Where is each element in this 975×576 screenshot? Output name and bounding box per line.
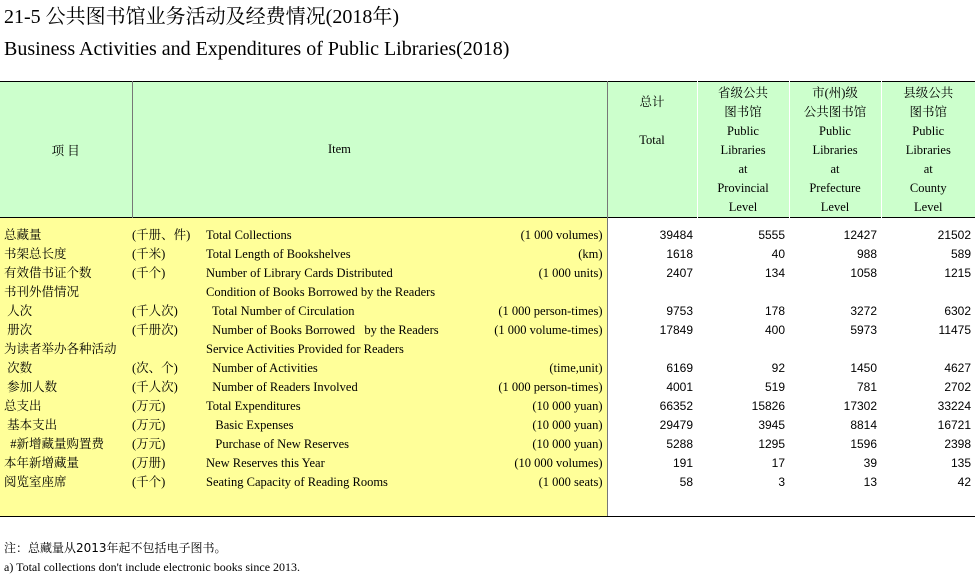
row-value: 4627 [944, 361, 972, 375]
row-label-cn: 人次 [0, 302, 132, 321]
row-value: 519 [764, 380, 786, 394]
row-value [607, 340, 697, 359]
row-value: 2702 [944, 380, 972, 394]
row-unit-cn: (万册) [132, 454, 206, 473]
row-label-cn: 本年新增藏量 [0, 454, 132, 473]
row-unit-cn: (千册、件) [132, 226, 206, 245]
row-value: 988 [856, 247, 878, 261]
row-value: 5555 [758, 228, 786, 242]
row-label-cn: 总支出 [0, 397, 132, 416]
row-value [697, 340, 789, 359]
row-value: 1618 [666, 247, 694, 261]
row-value: 13 [863, 475, 878, 489]
row-value: 92 [771, 361, 786, 375]
header-col-line: Public [912, 124, 945, 138]
row-value: 1058 [850, 266, 878, 280]
row-value: 17849 [659, 323, 694, 337]
table-row [0, 454, 975, 473]
header-col-line: 县级公共 [903, 86, 954, 100]
row-value [789, 340, 881, 359]
header-col-line: Provincial [717, 181, 769, 195]
row-value: 3272 [850, 304, 878, 318]
header-col-line: 省级公共 [718, 86, 769, 100]
row-unit-cn: (千米) [132, 245, 206, 264]
row-label-en: Number of Activities [206, 359, 466, 378]
header-col-line: Level [728, 200, 758, 214]
row-label-en: Basic Expenses [206, 416, 466, 435]
row-value: 58 [679, 475, 694, 489]
header-col-line: at [923, 162, 933, 176]
row-unit-cn: (万元) [132, 397, 206, 416]
row-unit-cn: (千个) [132, 264, 206, 283]
row-value: 1295 [758, 437, 786, 451]
row-value [881, 340, 975, 359]
row-value: 42 [957, 475, 972, 489]
header-col-line: Total [639, 133, 665, 147]
footnote-cn: 注：总藏量从2013年起不包括电子图书。 [4, 541, 227, 555]
header-col-line: at [830, 162, 840, 176]
header-col-line [608, 112, 697, 131]
header-col-line: 总计 [639, 95, 665, 109]
table-row [0, 302, 975, 321]
header-col-county [881, 82, 975, 218]
table-row [0, 283, 975, 302]
header-item-cn: 项 目 [0, 82, 132, 218]
table-row [0, 245, 975, 264]
header-col-line: Public [727, 124, 759, 138]
row-value: 1596 [850, 437, 878, 451]
row-label-cn: 为读者举办各种活动 [0, 340, 132, 359]
row-value: 12427 [843, 228, 878, 242]
row-value: 66352 [659, 399, 694, 413]
row-label-cn: 有效借书证个数 [0, 264, 132, 283]
header-col-line: 图书馆 [909, 105, 948, 119]
row-value [607, 283, 697, 302]
row-label-en: Seating Capacity of Reading Rooms [206, 473, 466, 492]
row-value: 39484 [659, 228, 694, 242]
row-label-cn: 阅览室座席 [0, 473, 132, 492]
row-label-en: Total Number of Circulation [206, 302, 466, 321]
row-value: 16721 [937, 418, 972, 432]
row-unit-cn: (千人次) [132, 378, 206, 397]
footnote-en: a) Total collections don't include electronic books since 2013. [4, 560, 301, 574]
header-col-line: County [909, 181, 947, 195]
row-label-en: Total Length of Bookshelves [206, 245, 466, 264]
page-title-en: Business Activities and Expenditures of Public Libraries(2018) [4, 38, 510, 60]
table-row [0, 473, 975, 492]
header-col-provincial [697, 82, 789, 218]
table-row [0, 321, 975, 340]
header-col-line: Libraries [905, 143, 951, 157]
header-col-line: at [738, 162, 748, 176]
row-unit-cn: (万元) [132, 435, 206, 454]
row-label-cn: 总藏量 [0, 226, 132, 245]
table-row [0, 416, 975, 435]
row-label-cn: 书架总长度 [0, 245, 132, 264]
table-row [0, 378, 975, 397]
header-col-line: 市(州)级 [812, 86, 858, 100]
row-label-cn: #新增藏量购置费 [0, 435, 132, 454]
row-unit-en: (1 000 person-times) [466, 378, 607, 397]
row-unit-cn: (千册次) [132, 321, 206, 340]
table-row [0, 264, 975, 283]
row-unit-cn [132, 340, 206, 359]
table-row [0, 397, 975, 416]
row-value: 11475 [938, 323, 972, 337]
row-value: 39 [863, 456, 878, 470]
row-value: 134 [764, 266, 786, 280]
header-col-line: Libraries [812, 143, 858, 157]
row-value: 1215 [944, 266, 972, 280]
row-value: 2398 [944, 437, 972, 451]
row-label-en: Condition of Books Borrowed by the Readers [206, 283, 466, 302]
row-value: 15826 [751, 399, 786, 413]
table-row [0, 435, 975, 454]
row-label-cn: 书刊外借情况 [0, 283, 132, 302]
page-title-cn: 21-5 公共图书馆业务活动及经费情况(2018年) [4, 6, 399, 28]
row-value: 135 [950, 456, 972, 470]
row-value: 21502 [937, 228, 972, 242]
row-value [789, 283, 881, 302]
row-unit-en: (1 000 seats) [466, 473, 607, 492]
row-value: 400 [764, 323, 786, 337]
row-label-en: Purchase of New Reserves [206, 435, 466, 454]
row-unit-en: (1 000 units) [466, 264, 607, 283]
table-row [0, 340, 975, 359]
row-label-en: Total Collections [206, 226, 466, 245]
row-unit-en: (1 000 person-times) [466, 302, 607, 321]
row-value: 2407 [666, 266, 694, 280]
row-label-en: Number of Books Borrowed by the Readers [206, 321, 466, 340]
row-label-en: Total Expenditures [206, 397, 466, 416]
header-col-prefecture [789, 82, 881, 218]
row-value: 3 [778, 475, 786, 489]
row-value: 178 [764, 304, 786, 318]
row-label-cn: 参加人数 [0, 378, 132, 397]
row-unit-cn: (次、个) [132, 359, 206, 378]
row-value: 6302 [944, 304, 972, 318]
row-unit-en: (1 000 volume-times) [466, 321, 607, 340]
header-col-line: 图书馆 [724, 105, 762, 119]
row-unit-cn [132, 283, 206, 302]
row-value: 191 [672, 456, 694, 470]
row-value: 4001 [666, 380, 694, 394]
row-value [697, 283, 789, 302]
row-unit-en: (km) [466, 245, 607, 264]
row-value: 3945 [758, 418, 786, 432]
row-unit-cn: (千个) [132, 473, 206, 492]
row-value: 5973 [850, 323, 878, 337]
row-value: 8814 [850, 418, 878, 432]
header-col-line: Level [820, 200, 850, 214]
statistics-table [0, 81, 975, 517]
row-unit-en: (10 000 yuan) [466, 416, 607, 435]
row-unit-en [466, 340, 607, 359]
row-value: 5288 [666, 437, 694, 451]
row-unit-en: (1 000 volumes) [466, 226, 607, 245]
row-unit-en: (10 000 volumes) [466, 454, 607, 473]
table-row [0, 226, 975, 245]
header-col-total [607, 82, 697, 218]
row-label-cn: 次数 [0, 359, 132, 378]
row-unit-en: (10 000 yuan) [466, 435, 607, 454]
row-unit-en: (10 000 yuan) [466, 397, 607, 416]
row-value: 29479 [659, 418, 694, 432]
header-item-en: Item [206, 82, 607, 218]
row-value: 33224 [937, 399, 972, 413]
row-label-en: Service Activities Provided for Readers [206, 340, 466, 359]
row-value: 9753 [666, 304, 694, 318]
row-value: 781 [856, 380, 878, 394]
table-header-row [0, 82, 975, 218]
header-col-line: Libraries [720, 143, 766, 157]
row-value: 1450 [850, 361, 878, 375]
row-value: 589 [950, 247, 972, 261]
header-col-line: Prefecture [809, 181, 861, 195]
row-value: 6169 [666, 361, 694, 375]
row-label-cn: 册次 [0, 321, 132, 340]
row-label-en: Number of Readers Involved [206, 378, 466, 397]
row-label-en: Number of Library Cards Distributed [206, 264, 466, 283]
row-value: 40 [771, 247, 786, 261]
row-label-en: New Reserves this Year [206, 454, 466, 473]
header-col-line: Public [819, 124, 851, 138]
row-unit-cn: (千人次) [132, 302, 206, 321]
row-unit-cn: (万元) [132, 416, 206, 435]
table-row [0, 359, 975, 378]
header-col-line: Level [914, 200, 943, 214]
row-value: 17 [771, 456, 786, 470]
row-unit-en [466, 283, 607, 302]
row-value [881, 283, 975, 302]
row-unit-en: (time,unit) [466, 359, 607, 378]
header-col-line: 公共图书馆 [803, 105, 867, 119]
row-value: 17302 [843, 399, 878, 413]
row-label-cn: 基本支出 [0, 416, 132, 435]
